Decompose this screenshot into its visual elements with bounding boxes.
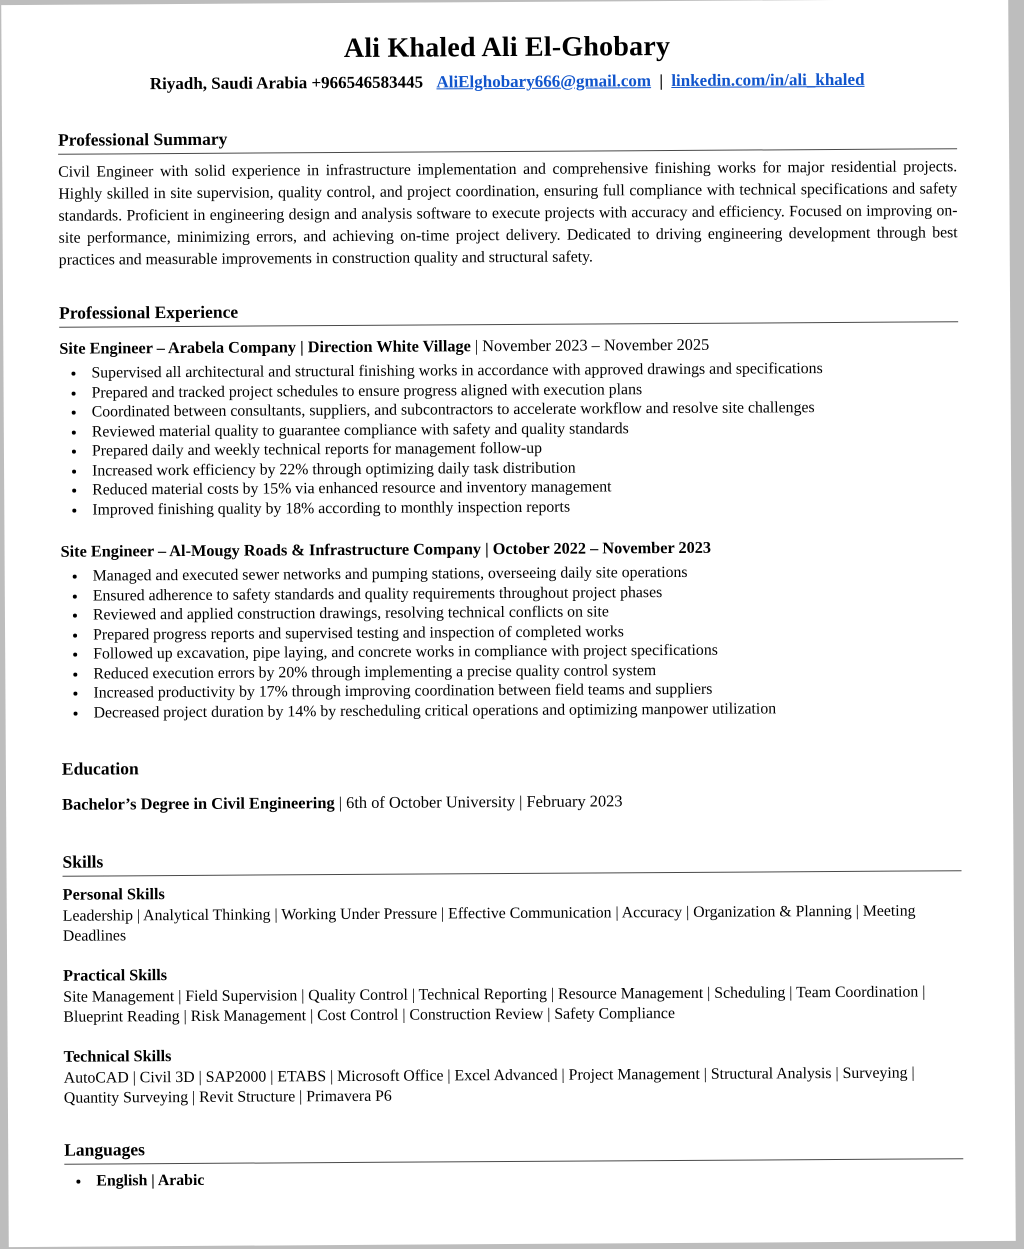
job-title: Site Engineer – Al-Mougy Roads & Infrastructure Company | October 2022 – November 2023 xyxy=(60,537,712,561)
skill-items: Leadership | Analytical Thinking | Working Under Pressure | Effective Communication | Accuracy | Organization & Planning | Meeting Deadlines xyxy=(62,902,916,945)
job-bullet: • Reduced execution errors by 20% through implementing a precise quality control system xyxy=(88,659,960,684)
job-bullet: • Reviewed material quality to guarantee compliance with safety and quality standards xyxy=(87,417,959,442)
section-professional-summary xyxy=(58,124,958,271)
experience-job-1 xyxy=(59,333,959,519)
job-bullet: • Decreased project duration by 14% by rescheduling critical operations and optimizing manpower utilization xyxy=(88,698,960,723)
resume-header xyxy=(57,29,956,94)
job-bullet: • Followed up excavation, pipe laying, and concrete works in compliance with project specifications xyxy=(88,639,960,664)
skills-heading: Skills xyxy=(62,846,961,876)
job-bullet: • Coordinated between consultants, suppliers, and subcontractors to accelerate workflow and resolve site challenges xyxy=(87,397,959,422)
skill-group-title: Practical Skills xyxy=(63,966,168,985)
education-heading: Education xyxy=(61,758,139,779)
job-title-line xyxy=(59,333,958,358)
resume-page xyxy=(1,0,1016,1247)
experience-job-2 xyxy=(60,536,960,722)
linkedin-link[interactable]: linkedin.com/in/ali_khaled xyxy=(671,69,865,90)
contact-line xyxy=(58,69,957,94)
summary-heading: Professional Summary xyxy=(58,124,957,154)
skill-items: Site Management | Field Supervision | Quality Control | Technical Reporting | Resource Management | Scheduling | Team Coordination | Blueprint Reading | Risk Management | Cost Control | Construction Review | Safety Compliance xyxy=(63,983,926,1026)
job-bullet: • Prepared daily and weekly technical reports for management follow-up xyxy=(87,436,959,461)
job-bullet-list xyxy=(59,358,959,519)
degree-details: | 6th of October University | February 2023 xyxy=(334,791,623,813)
section-education xyxy=(62,753,961,814)
contact-separator: | xyxy=(659,71,664,91)
job-bullet: • Managed and executed sewer networks and pumping stations, overseeing daily site operations xyxy=(88,561,960,586)
skill-group-personal xyxy=(63,880,962,946)
skill-group-title: Technical Skills xyxy=(63,1047,172,1066)
job-bullet: • Increased work efficiency by 22% through optimizing daily task distribution xyxy=(87,456,959,481)
skill-items: AutoCAD | Civil 3D | SAP2000 | ETABS | Microsoft Office | Excel Advanced | Project Management | Structural Analysis | Surveying | Quantity Surveying | Revit Structure | Primavera P6 xyxy=(63,1064,915,1107)
job-bullet: • Prepared progress reports and supervised testing and inspection of completed works xyxy=(88,620,960,645)
location-phone: Riyadh, Saudi Arabia +966546583445 xyxy=(149,72,424,94)
skill-group-practical xyxy=(63,961,962,1027)
degree-line xyxy=(62,789,961,814)
summary-paragraph: Civil Engineer with solid experience in infrastructure implementation and comprehensive finishing works for major residential projects. Highly skilled in site supervision, quality control, and project coordination, ensuring full compliance with technical specifications and safety standards. Proficient in engineering design and analysis software to execute projects with accuracy and efficiency. Focused on improving on-site performance, minimizing errors, and achieving on-time project delivery. Dedicated to driving engineering development through best practices and measurable improvements in construction quality and structural safety. xyxy=(58,158,958,269)
skill-group-technical xyxy=(64,1042,963,1108)
job-bullet-list xyxy=(61,561,961,722)
name-title: Ali Khaled Ali El-Ghobary xyxy=(343,31,671,64)
job-bullet: • Improved finishing quality by 18% according to monthly inspection reports xyxy=(87,495,959,520)
degree-title: Bachelor’s Degree in Civil Engineering xyxy=(62,793,335,814)
email-link[interactable]: AliElghobary666@gmail.com xyxy=(436,71,652,92)
job-bullet: • Reviewed and applied construction drawings, resolving technical conflicts on site xyxy=(88,600,960,625)
languages-list xyxy=(64,1166,963,1191)
job-bullet: • Reduced material costs by 15% via enhanced resource and inventory management xyxy=(87,475,959,500)
job-dates: | November 2023 – November 2025 xyxy=(470,334,710,356)
section-skills xyxy=(62,846,963,1108)
experience-heading: Professional Experience xyxy=(59,297,958,327)
job-bullet: • Increased productivity by 17% through improving coordination between field teams and suppliers xyxy=(88,678,960,703)
language-item: • English | Arabic xyxy=(91,1166,963,1191)
job-title-line xyxy=(60,536,959,561)
job-bullet: • Ensured adherence to safety standards and quality requirements throughout project phases xyxy=(88,581,960,606)
skill-group-title: Personal Skills xyxy=(62,885,165,904)
languages-heading: Languages xyxy=(64,1134,963,1164)
job-title: Site Engineer – Arabela Company | Direction White Village xyxy=(59,336,471,358)
section-professional-experience xyxy=(59,297,961,722)
job-bullet: • Prepared and tracked project schedules to ensure progress aligned with execution plans xyxy=(87,378,959,403)
section-languages xyxy=(64,1134,963,1191)
job-bullet: • Supervised all architectural and structural finishing works in accordance with approved drawings and specifications xyxy=(86,358,958,383)
